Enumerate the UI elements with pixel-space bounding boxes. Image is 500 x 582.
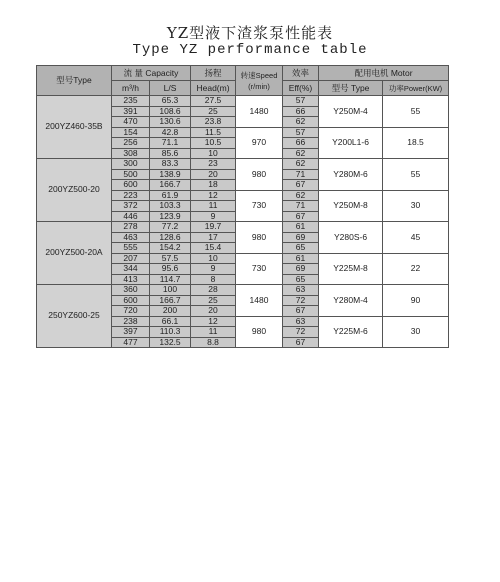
speed-cell: 980 [236, 222, 283, 254]
efficiency-cell: 66 [283, 106, 319, 117]
efficiency-cell: 63 [283, 285, 319, 296]
capacity-m3h-cell: 446 [112, 211, 150, 222]
head-cell: 18 [191, 180, 236, 191]
efficiency-cell: 69 [283, 232, 319, 243]
capacity-m3h-cell: 235 [112, 96, 150, 107]
speed-cell: 980 [236, 159, 283, 191]
capacity-ls-cell: 166.7 [150, 295, 191, 306]
head-cell: 20 [191, 306, 236, 317]
motor-type-cell: Y250M-4 [319, 96, 383, 128]
capacity-m3h-cell: 555 [112, 243, 150, 254]
header-capacity: 流 量 Capacity [112, 66, 191, 81]
header-eff: 效率 [283, 66, 319, 81]
header-speed [236, 66, 283, 96]
capacity-ls-cell: 114.7 [150, 274, 191, 285]
motor-power-cell: 90 [383, 285, 449, 317]
efficiency-cell: 62 [283, 148, 319, 159]
capacity-m3h-cell: 600 [112, 295, 150, 306]
capacity-ls-cell: 65.3 [150, 96, 191, 107]
header-m3h: m³/h [112, 81, 150, 96]
head-cell: 9 [191, 211, 236, 222]
efficiency-cell: 65 [283, 274, 319, 285]
capacity-ls-cell: 71.1 [150, 138, 191, 149]
capacity-ls-cell: 154.2 [150, 243, 191, 254]
efficiency-cell: 61 [283, 253, 319, 264]
efficiency-cell: 57 [283, 96, 319, 107]
efficiency-cell: 71 [283, 201, 319, 212]
table-row [37, 285, 449, 296]
model-cell: 200YZ500-20 [37, 159, 112, 222]
capacity-ls-cell: 77.2 [150, 222, 191, 233]
capacity-m3h-cell: 372 [112, 201, 150, 212]
motor-power-cell: 55 [383, 96, 449, 128]
capacity-m3h-cell: 360 [112, 285, 150, 296]
capacity-m3h-cell: 207 [112, 253, 150, 264]
motor-power-cell: 30 [383, 190, 449, 222]
capacity-ls-cell: 200 [150, 306, 191, 317]
head-cell: 10 [191, 148, 236, 159]
capacity-m3h-cell: 256 [112, 138, 150, 149]
head-cell: 25 [191, 295, 236, 306]
capacity-m3h-cell: 308 [112, 148, 150, 159]
title-chinese: YZ型液下渣浆泵性能表 [166, 24, 334, 42]
speed-cell: 730 [236, 190, 283, 222]
head-cell: 19.7 [191, 222, 236, 233]
motor-type-cell: Y200L1-6 [319, 127, 383, 159]
header-model: 型号Type [37, 66, 112, 96]
efficiency-cell: 65 [283, 243, 319, 254]
efficiency-cell: 61 [283, 222, 319, 233]
table-row [37, 96, 449, 107]
capacity-m3h-cell: 470 [112, 117, 150, 128]
head-cell: 23.8 [191, 117, 236, 128]
capacity-ls-cell: 128.6 [150, 232, 191, 243]
efficiency-cell: 66 [283, 138, 319, 149]
efficiency-cell: 67 [283, 180, 319, 191]
capacity-ls-cell: 123.9 [150, 211, 191, 222]
header-motor-type: 型号 Type [319, 81, 383, 96]
capacity-ls-cell: 61.9 [150, 190, 191, 201]
capacity-ls-cell: 57.5 [150, 253, 191, 264]
table-row [37, 222, 449, 233]
efficiency-cell: 67 [283, 211, 319, 222]
header-motor: 配用电机 Motor [319, 66, 449, 81]
head-cell: 11 [191, 327, 236, 338]
motor-type-cell: Y225M-6 [319, 316, 383, 348]
motor-type-cell: Y250M-8 [319, 190, 383, 222]
header-head: 扬程 [191, 66, 236, 81]
motor-power-cell: 45 [383, 222, 449, 254]
capacity-m3h-cell: 154 [112, 127, 150, 138]
efficiency-cell: 72 [283, 327, 319, 338]
capacity-ls-cell: 85.6 [150, 148, 191, 159]
capacity-ls-cell: 110.3 [150, 327, 191, 338]
speed-cell: 970 [236, 127, 283, 159]
capacity-ls-cell: 100 [150, 285, 191, 296]
efficiency-cell: 69 [283, 264, 319, 275]
speed-cell: 1480 [236, 96, 283, 128]
capacity-ls-cell: 95.6 [150, 264, 191, 275]
motor-power-cell: 55 [383, 159, 449, 191]
header-eff-unit: Eff(%) [283, 81, 319, 96]
head-cell: 12 [191, 190, 236, 201]
head-cell: 11 [191, 201, 236, 212]
capacity-m3h-cell: 344 [112, 264, 150, 275]
head-cell: 8 [191, 274, 236, 285]
capacity-m3h-cell: 463 [112, 232, 150, 243]
title-english: Type YZ performance table [132, 42, 368, 58]
header-speed-label: 转速Speed [240, 70, 278, 80]
head-cell: 9 [191, 264, 236, 275]
capacity-ls-cell: 108.6 [150, 106, 191, 117]
motor-type-cell: Y280S-6 [319, 222, 383, 254]
speed-cell: 730 [236, 253, 283, 285]
efficiency-cell: 62 [283, 190, 319, 201]
head-cell: 27.5 [191, 96, 236, 107]
efficiency-cell: 67 [283, 306, 319, 317]
table-row [37, 159, 449, 170]
motor-type-cell: Y280M-6 [319, 159, 383, 191]
motor-power-cell: 22 [383, 253, 449, 285]
performance-table [36, 65, 449, 348]
model-cell: 200YZ500-20A [37, 222, 112, 285]
capacity-m3h-cell: 720 [112, 306, 150, 317]
efficiency-cell: 71 [283, 169, 319, 180]
model-cell: 200YZ460-35B [37, 96, 112, 159]
capacity-m3h-cell: 391 [112, 106, 150, 117]
capacity-ls-cell: 83.3 [150, 159, 191, 170]
table-body [37, 96, 449, 348]
head-cell: 11.5 [191, 127, 236, 138]
capacity-m3h-cell: 600 [112, 180, 150, 191]
capacity-m3h-cell: 397 [112, 327, 150, 338]
efficiency-cell: 57 [283, 127, 319, 138]
speed-cell: 980 [236, 316, 283, 348]
capacity-ls-cell: 103.3 [150, 201, 191, 212]
capacity-ls-cell: 42.8 [150, 127, 191, 138]
capacity-m3h-cell: 477 [112, 337, 150, 348]
capacity-m3h-cell: 300 [112, 159, 150, 170]
model-cell: 250YZ600-25 [37, 285, 112, 348]
speed-cell: 1480 [236, 285, 283, 317]
motor-type-cell: Y280M-4 [319, 285, 383, 317]
capacity-ls-cell: 166.7 [150, 180, 191, 191]
efficiency-cell: 72 [283, 295, 319, 306]
efficiency-cell: 62 [283, 117, 319, 128]
capacity-m3h-cell: 238 [112, 316, 150, 327]
head-cell: 23 [191, 159, 236, 170]
capacity-ls-cell: 132.5 [150, 337, 191, 348]
capacity-ls-cell: 138.9 [150, 169, 191, 180]
motor-type-cell: Y225M-8 [319, 253, 383, 285]
capacity-m3h-cell: 223 [112, 190, 150, 201]
efficiency-cell: 62 [283, 159, 319, 170]
motor-power-cell: 18.5 [383, 127, 449, 159]
header-ls: L/S [150, 81, 191, 96]
header-power: 功率Power(KW) [383, 81, 449, 96]
header-speed-unit: (r/min) [248, 81, 270, 91]
head-cell: 8.8 [191, 337, 236, 348]
head-cell: 20 [191, 169, 236, 180]
header-head-unit: Head(m) [191, 81, 236, 96]
efficiency-cell: 63 [283, 316, 319, 327]
head-cell: 10.5 [191, 138, 236, 149]
capacity-m3h-cell: 413 [112, 274, 150, 285]
motor-power-cell: 30 [383, 316, 449, 348]
capacity-ls-cell: 66.1 [150, 316, 191, 327]
head-cell: 15.4 [191, 243, 236, 254]
table-header [37, 66, 449, 96]
efficiency-cell: 67 [283, 337, 319, 348]
head-cell: 17 [191, 232, 236, 243]
head-cell: 25 [191, 106, 236, 117]
capacity-ls-cell: 130.6 [150, 117, 191, 128]
head-cell: 12 [191, 316, 236, 327]
head-cell: 28 [191, 285, 236, 296]
head-cell: 10 [191, 253, 236, 264]
capacity-m3h-cell: 500 [112, 169, 150, 180]
capacity-m3h-cell: 278 [112, 222, 150, 233]
